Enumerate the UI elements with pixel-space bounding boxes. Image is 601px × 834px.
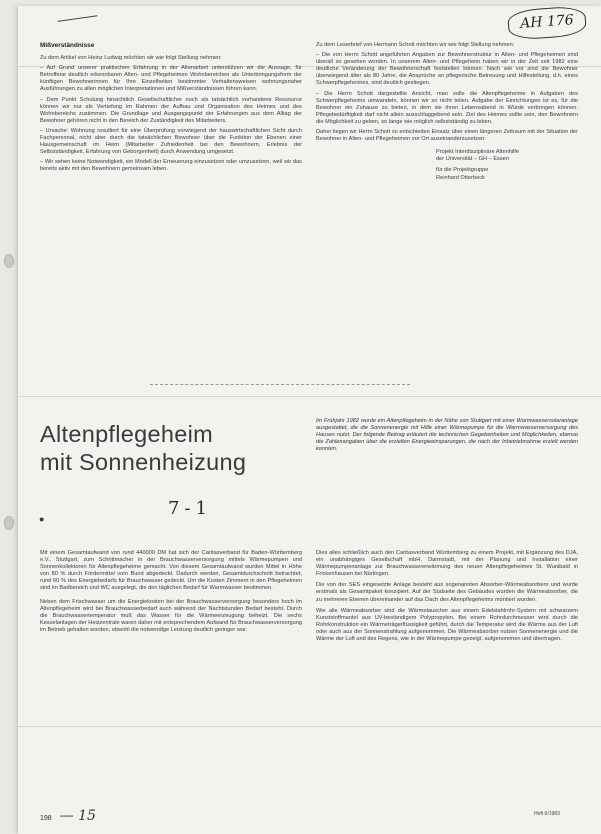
page-footer — [40, 808, 96, 824]
signature-line: der Universität – GH – Essen — [436, 156, 509, 163]
paragraph: Daher liegen wir Herrn Schott so entschieden Einsatz über einen längeren Zeitraum mit der Situation der Bewohner in Alten- und Pflegeheimen vor Ort auseinanderzusetzen. — [316, 129, 578, 143]
scan-artifact — [18, 396, 601, 397]
paragraph: Neben dem Frischwasser um die Energiekosten bei der Brauchwasserversorgung besonders hoch im Altenpflegeheim wird bei Brauchwasserbedarf auch während der Nachtstunden Bedarf besteht. Durch die Brauchwassertemperatur muß das Wasser für die Wärmeerzeugung beheizt. Die sechs Kesselanlagen der Heizzentrale waren daher mit entsprechendem Aufwand für Brauchwasserversorgung im Betrieb gehalten worden, obwohl die notwendige Leistung deutlich geringer war. — [40, 598, 302, 633]
paragraph: Dies alles schließlich auch den Caritasverband Württemberg zu einem Projekt, mit Ergänzung des DJA, ein unabhängiges Gesellschaft mbH, Darmstadt, mit der Planung und Installation einer Wärmepumpenanlage zur Brauchwassererwärmung des neuen Altenpflegeheimes St. Wunibald in Frickenhausen bei Nürtingen. — [316, 550, 578, 578]
signature-block — [316, 149, 578, 181]
paragraph: Zu dem Artikel von Heinz Ludwig möchten wir wie folgt Stellung nehmen: — [40, 55, 222, 62]
paragraph: – Die von Herrn Schott angeführten Angaben zur Bewohnerstruktur in Alten- und Pflegeheimen sind überall so gesehen worden. In unserem Alten- und Pflegeheim haben wir in der Zeit seit 1982 eine deutliche Veränderung der Bewohnerschaft feststellen können. Nach wie vor sind die Bewohner überwiegend älter als 80 Jahre, die Ansprüche an pflegerische Betreuung und Hilfestellung, d.h. eines Schwerpflegeheimes, sind deutlich gestiegen. — [316, 52, 578, 87]
title-line: Altenpflegeheim — [40, 421, 214, 447]
issue-label: Heft 6/1983 — [534, 811, 560, 817]
bullet-mark: ● — [39, 514, 45, 524]
paragraph: Wie alle Wärmeabsorber sind die Wärmetauscher aus einem Edelstahlrohr-System mit schwarzem Kunststoffmantel aus UV-beständigem Polypropylen. Bei einem Rohrdurchmesser wird durch die Rohrkonstruktion ein Wärmeträgerflüssigkeit geführt, durch die Temperatur wird die Wärme aus der Luft oder auch aus der Sonnenstrahlung aufgenommen. Die Wärmeabsorber nutzen Sonnenenergie und die Wärme der Luft und des Regens, wie in der Wärmepumpe gezeigt, aufgenommen und übertragen. — [316, 607, 578, 643]
article-column-right — [316, 550, 578, 646]
letter-column-left — [40, 42, 302, 177]
signature-line: Projekt Interdisziplinäre Altenhilfe — [436, 149, 520, 156]
letter-heading: Mißverständnisse — [40, 42, 95, 49]
signature-line: für die Projektgruppe — [436, 167, 489, 174]
punch-hole — [4, 254, 14, 268]
signature-line: Reinhard Otterbeck — [436, 174, 485, 181]
article-title — [40, 420, 310, 476]
paragraph: – Wir sehen keine Notwendigkeit, ein Modell der Erneuerung einzusetzen oder umzusetzen, weil wir das bereits aktiv mit den Bewohnern gemeinsam leben. — [40, 159, 302, 173]
section-divider — [150, 384, 410, 385]
archive-stamp: AH 176 — [507, 5, 587, 40]
scan-artifact — [18, 726, 601, 727]
article-intro: Im Frühjahr 1982 wurde ein Altenpflegeheim in der Nähe von Stuttgart mit einer Warmwassersolaranlage ausgestattet, die die Sonnenenergie mit Hilfe einer Wärmepumpe für die Warmwasserversorgung des Hauses nutzt. Der folgende Beitrag erläutert die technischen Gegebenheiten und Möglichkeiten, ebenso die Zahlenangaben über die erzielten Energieeinsparungen, die nach der Inbetriebnahme erzielt werden konnten. — [316, 418, 578, 453]
page-number: 198 — [40, 815, 52, 822]
paragraph: – Dem Punkt Schulung hinsichtlich Gesellschaftlicher noch als tatsächlich vorhandene Ressource können wir nur als Vertiefung im Rahmen der Aufbau und Organisation des Heimes und des Wohnbereichs zustimmen. Die Grundlage und Ausgangspunkt der Erfahrungen aus dem Alltag der Bewohner gehören nicht in den Bereich der Zuständigkeit des Mitarbeiters. — [40, 96, 302, 124]
paragraph: Die von der SES eingesetzte Anlage besteht aus sogenannten Absorber-Wärmeabsorbern und wurde erstmals als Gesamtpaket konzipiert. Auf der Südseite des Gebäudes wurden die Wärmeabsorber, die zu mehreren Ebenen übereinander auf das Dach des Altenpflegeheims montiert wurden. — [316, 582, 578, 603]
punch-hole — [4, 516, 14, 530]
paragraph: – Die Herrn Schott dargestellte Ansicht, man solle die Altenpflegeheime in Aufgaben des Schwerpflegeheims umwandeln, können wir so nicht teilen. Aufgabe der Einrichtungen ist es, für die Bewohner ein Zuhause zu bieten, in dem sie ihren Lebensabend in Würde verbringen können. Pflegebedürftigkeit darf nicht allein ausschlaggebend sein. Ziel des Heimes sollte sein, den Bewohnern die Möglichkeit zu geben, so lange wie möglich selbstständig zu leben. — [316, 90, 578, 125]
paragraph: Mit einem Gesamtaufwand von rund 440000 DM hat sich der Caritasverband für Baden-Württemberg e.V., Stuttgart, zum Schrittmacher in der Brauchwasserversorgung mittels Wärmepumpen und Sonnenkollektoren für Altenpflegeheime gemacht. Von diesem Gesamtaufwand wurden Mittel in Höhe von 80 % durch Fördermittel vom Bund abgedeckt. Dadurch werden, Gesamtdurchschnitt betrachtet, rund 60 % des Energiebedarfs für Brauchwasser gedeckt. Um die Kosten Zimmern in den Pflegeheimen sind im Badbereich und WC ausgelegt, die den täglichen Bedarf für Warmwasser bestimmen. — [40, 550, 302, 592]
handwritten-page-number: — 15 — [59, 808, 96, 824]
title-line: mit Sonnenheizung — [40, 449, 247, 475]
paragraph: Zu dem Leserbrief von Hermann Schott möchten wir wie folgt Stellung nehmen: — [316, 42, 515, 48]
article-column-left — [40, 550, 302, 637]
paragraph: – Auf Grund unserer praktischen Erfahrung in der Altenarbeit unterstützen wir die Aussage, für Betroffene deutlich erkennbaren Alten- und Pflegeheimen Wohnbereichen als Unterbringungsform der künftigen Bewohnerinnen für Ihre Einzelheiten bestimmter Verhaltensweisen wohnungsnaher Ausführungen zu allen möglichen Interpretationen und Mißverständnissen führen kann. — [40, 65, 302, 93]
letter-column-right — [316, 42, 578, 182]
handwritten-note: 7-1 — [168, 498, 212, 519]
paragraph: – Ursache: Wohnung resultiert für eine Überprüfung vorwiegend der hauswirtschaftlichen Sicht durch Fachpersonal, nicht aber durch die tatsächlichen Bewohner über die Funktion der Ebenen einer Hausgemeinschaft im Heim (Mitarbeiter Zufriedenheit bei den Bewohnern, Erlebnis der Selbstständigkeit, Erfahrung von Geborgenheit) durch Anwendung umgesetzt. — [40, 127, 302, 156]
